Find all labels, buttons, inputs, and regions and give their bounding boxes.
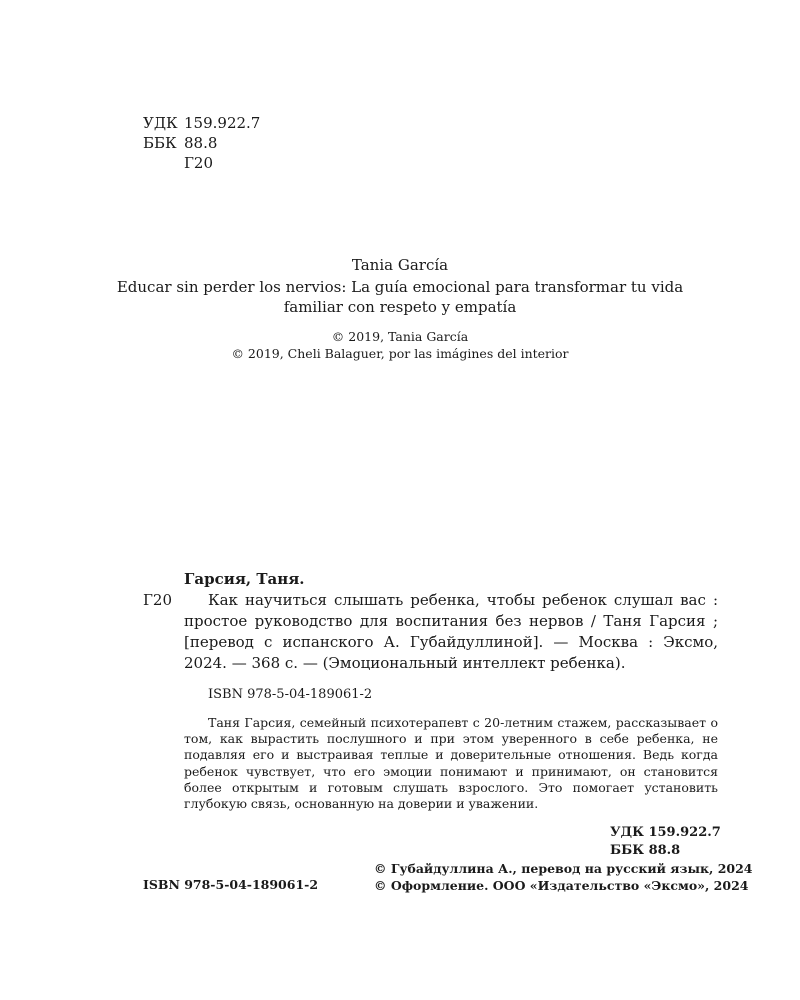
original-edition-block [100, 255, 700, 362]
bbk-label: ББК [143, 134, 177, 152]
udk-value: 159.922.7 [184, 114, 261, 132]
original-copyrights [100, 328, 700, 362]
author-mark: Г20 [184, 154, 214, 172]
original-title-line-1: Educar sin perder los nervios: La guía emocional para transformar tu vida [116, 278, 684, 296]
original-title-line-2: familiar con respeto y empatía [283, 298, 517, 316]
bibliographic-record [143, 569, 721, 860]
record-author-mark: Г20 [143, 591, 173, 609]
record-isbn: ISBN 978-5-04-189061-2 [208, 687, 373, 702]
original-author: Tania García [351, 256, 449, 274]
record-description: Как научиться слышать ребенка, чтобы ребенок слушал вас : простое руководство для воспитания без нервов / Таня Гарсия ; [перевод с испанского А. Губайдуллиной]. — Москва : Эксмо, 2024. — 368 с. — (Эмоциональный интеллект ребенка). [184, 591, 718, 672]
udk-row [143, 113, 260, 133]
record-bbk: ББК 88.8 [610, 843, 681, 859]
udk-label: УДК [143, 114, 178, 132]
record-heading: Гарсия, Таня. [184, 570, 305, 588]
footer-copyrights [374, 860, 753, 894]
footer-copyright-design: © Оформление. ООО «Издательство «Эксмо», 2024 [374, 878, 749, 893]
record-classification [143, 824, 721, 860]
record-entry [143, 590, 718, 674]
footer-copyright-translation: © Губайдуллина А., перевод на русский язык, 2024 [374, 861, 753, 876]
record-udk: УДК 159.922.7 [610, 825, 721, 841]
footer-isbn: ISBN 978-5-04-189061-2 [143, 877, 319, 892]
record-annotation: Таня Гарсия, семейный психотерапевт с 20-летним стажем, рассказывает о том, как вырастить послушного и при этом уверенного в себе ребенка, не подавляя его и выстраивая теплые и доверительные отношения. Ведь когда ребенок чувствует, что его эмоции понимают и принимают, он становится более открытым и готовым слушать взрослого. Это помогает установить глубокую связь, основанную на доверии и уважении. [184, 715, 718, 812]
original-copyright-illustrations: © 2019, Cheli Balaguer, por las imágines del interior [231, 346, 569, 361]
bbk-row [143, 133, 260, 153]
classification-block [143, 113, 260, 173]
original-copyright-author: © 2019, Tania García [331, 329, 469, 344]
bbk-value: 88.8 [184, 134, 218, 152]
